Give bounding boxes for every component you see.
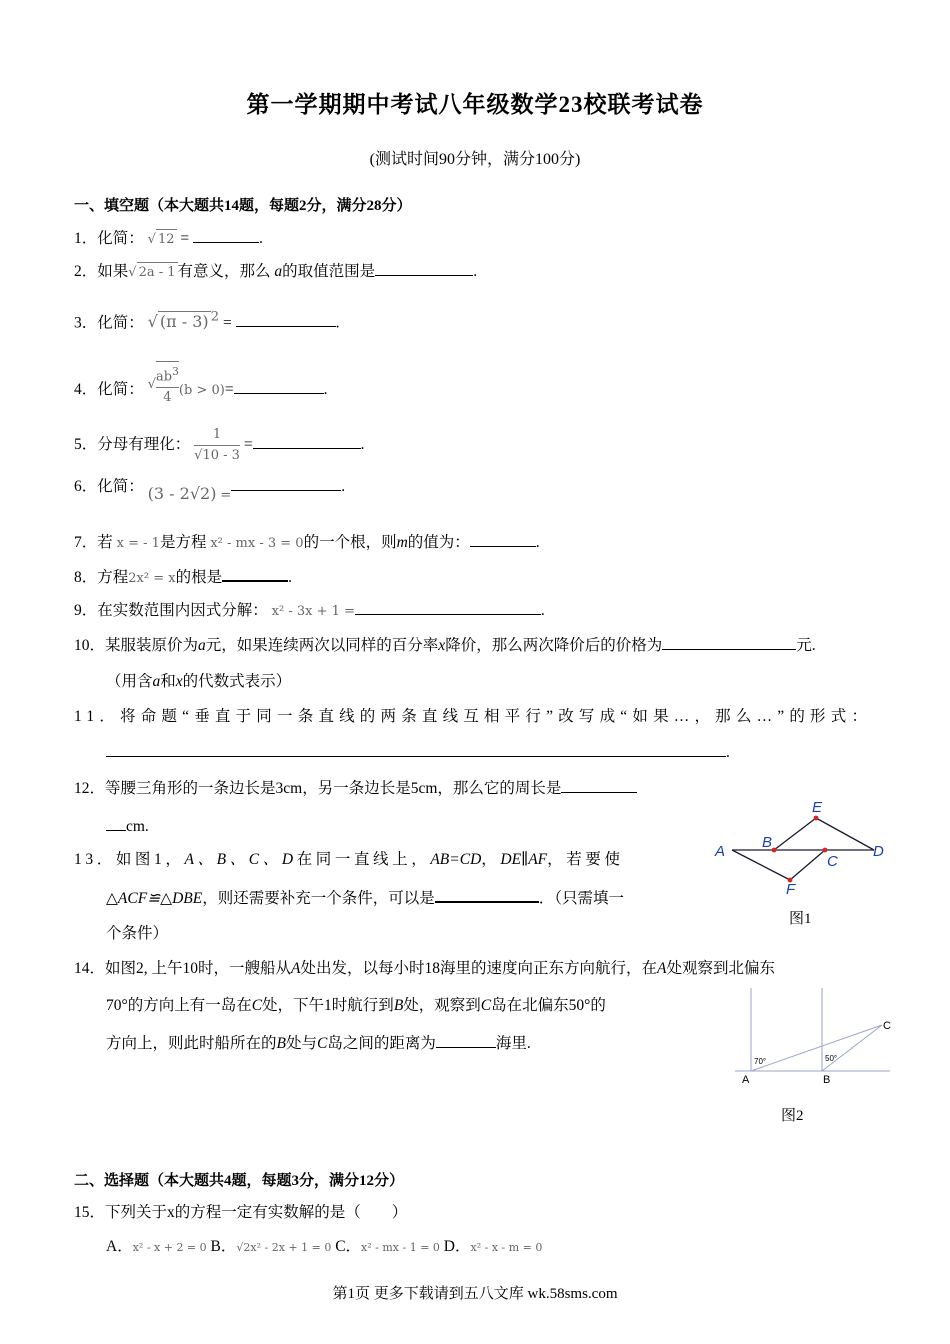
q7-expr-2: x² - mx - 3 = 0 bbox=[210, 536, 304, 551]
question-2: 2．如果√ 2a - 1 有意义，那么 a的取值范围是 . bbox=[74, 261, 477, 283]
q3-expr: √ (π - 3) $^2$ bbox=[147, 310, 220, 332]
q7-answer-blank[interactable] bbox=[470, 532, 536, 547]
fig2-line-ac bbox=[751, 1025, 882, 1071]
question-6: 6．化简： (3 - 2√2) $_=$. bbox=[74, 478, 346, 503]
q15-option-a[interactable]: A．x² - x + 2 = 0 bbox=[106, 1238, 207, 1255]
q5-text: 分母有理化： bbox=[97, 436, 191, 454]
question-13: 13．如图1，A、B、C、D在同一直线上，AB=CD，DE∥AF，若要使 bbox=[74, 851, 624, 868]
q6-text: 化简： bbox=[97, 478, 144, 495]
question-12 bbox=[74, 778, 637, 799]
question-11 bbox=[74, 707, 872, 727]
q4-text: 化简： bbox=[97, 381, 144, 399]
q9-number: 9． bbox=[74, 602, 98, 619]
question-7: 7．若 x = - 1是方程 x² - mx - 3 = 0的一个根，则m的值为： . bbox=[74, 534, 540, 551]
fig1-label-d: D bbox=[873, 843, 884, 860]
q14-answer-blank[interactable] bbox=[436, 1033, 496, 1048]
q7-expr-1: x = - 1 bbox=[116, 536, 160, 551]
fig2-line-bc bbox=[822, 1025, 882, 1071]
fig1-label-f: F bbox=[786, 881, 796, 898]
fig1-line-ed bbox=[816, 818, 874, 850]
fig2-label-b: B bbox=[823, 1074, 831, 1086]
question-4: 4．化简： √ $\frac{ab^3}{4}$ (b > 0)= . bbox=[74, 367, 327, 414]
q10-text-d: 元. bbox=[796, 637, 816, 654]
q13-text-a: 如图1， bbox=[115, 851, 185, 868]
q8-number: 8． bbox=[74, 569, 98, 586]
fig2-angle-b: 50° bbox=[825, 1054, 838, 1063]
q12-number: 12． bbox=[74, 780, 106, 797]
fig2-label-a: A bbox=[742, 1074, 750, 1086]
q2-expr: √ 2a - 1 bbox=[128, 265, 177, 280]
q3-number: 3． bbox=[74, 314, 98, 332]
q10-text-b: 元，如果连续两次以同样的百分率 bbox=[205, 637, 439, 654]
q8-text-a: 方程 bbox=[97, 569, 129, 586]
fig1-label-e: E bbox=[812, 799, 823, 816]
q10-var-a: a bbox=[198, 637, 206, 654]
q2-text-a: 如果 bbox=[97, 263, 129, 280]
figure-1-caption: 图1 bbox=[789, 911, 812, 927]
fig1-point-c bbox=[823, 848, 828, 853]
fig1-label-b: B bbox=[762, 834, 773, 851]
question-3: 3．化简： √ (π - 3) $^2$ = . bbox=[74, 310, 340, 332]
q13-de-af: DE∥AF bbox=[500, 851, 548, 868]
q11-text: 将命题“垂直于同一条直线的两条直线互相平行”改写成“如果…，那么…”的形式： bbox=[120, 708, 873, 725]
question-15-options bbox=[106, 1237, 542, 1258]
q6-number: 6． bbox=[74, 478, 98, 495]
q13-ab-cd: AB=CD bbox=[430, 851, 482, 868]
q13-congruence: △ACF≌△DBE bbox=[106, 890, 203, 907]
q2-var: a bbox=[274, 263, 283, 280]
figure-1 bbox=[712, 798, 892, 898]
q10-text-c: 降价，那么两次降价后的价格为 bbox=[445, 637, 663, 654]
q10-number: 10． bbox=[74, 637, 106, 654]
q4-eq: = bbox=[224, 381, 234, 399]
q15-text: 下列关于x的方程一定有实数解的是（ ） bbox=[105, 1204, 408, 1221]
question-5: 5．分母有理化： $\frac{1}{√10 - 3}$ = . bbox=[74, 425, 364, 466]
q13-text-c: 在同一直线上， bbox=[296, 851, 431, 868]
q3-answer-blank[interactable] bbox=[236, 312, 336, 327]
q4-condition: (b > 0) bbox=[178, 383, 225, 399]
q11-answer-line: . bbox=[106, 742, 730, 763]
q7-text-b: 是方程 bbox=[159, 534, 207, 551]
q15-number: 15． bbox=[74, 1204, 106, 1221]
exam-subtitle: (测试时间90分钟，满分100分) bbox=[369, 151, 581, 168]
q15-option-d[interactable]: D．x² - x - m = 0 bbox=[443, 1238, 543, 1255]
fig1-line-fc bbox=[790, 850, 825, 880]
fig1-line-af bbox=[732, 850, 790, 880]
q12-text: 等腰三角形的一条边长是3cm，另一条边长是5cm，那么它的周长是 bbox=[105, 780, 562, 797]
q11-number: 11． bbox=[74, 708, 121, 725]
fig1-point-b bbox=[772, 848, 777, 853]
question-1: 1．化简： √ 12 = . bbox=[74, 228, 263, 250]
q3-text: 化简： bbox=[97, 314, 144, 332]
q1-eq: = bbox=[180, 230, 190, 247]
q13-text-g: ，若要使 bbox=[547, 851, 624, 868]
question-10 bbox=[74, 635, 816, 656]
figure-2 bbox=[730, 985, 895, 1090]
q8-text-b: 的根是 bbox=[175, 569, 223, 586]
q1-text: 化简： bbox=[97, 230, 144, 247]
q7-number: 7． bbox=[74, 534, 98, 551]
q5-answer-blank[interactable] bbox=[253, 434, 361, 449]
q15-option-c[interactable]: C．x² - mx - 1 = 0 bbox=[335, 1238, 440, 1255]
question-14: 14．如图2, 上午10时，一艘船从A处出发，以每小时18海里的速度向正东方向航行，在A处观察到北偏东 bbox=[74, 960, 775, 977]
section-2-heading: 二、选择题（本大题共4题，每题3分，满分12分） bbox=[74, 1173, 405, 1189]
q2-text-b: 有意义，那么 bbox=[177, 263, 271, 280]
question-9: 9．在实数范围内因式分解： x² - 3x + 1 = . bbox=[74, 602, 545, 619]
question-10-note: （用含a和x的代数式表示） bbox=[106, 673, 292, 690]
question-15 bbox=[74, 1203, 407, 1223]
figure-2-caption: 图2 bbox=[781, 1108, 804, 1124]
page-footer: 第1页 更多下载请到五八文库 wk.58sms.com bbox=[332, 1286, 618, 1302]
q8-expr: 2x² = x bbox=[128, 571, 176, 586]
q1-number: 1． bbox=[74, 230, 98, 247]
q5-fraction: $\frac{1}{√10 - 3}$ bbox=[194, 427, 240, 463]
fig2-label-c: C bbox=[883, 1020, 891, 1032]
q2-number: 2． bbox=[74, 263, 98, 280]
q7-text-c: 的一个根，则 bbox=[303, 534, 397, 551]
fig1-line-be bbox=[774, 818, 816, 850]
q7-text-d: 的值为： bbox=[407, 534, 470, 551]
q10-var-x: x bbox=[438, 637, 446, 654]
page-title: 第一学期期中考试八年级数学23校联考试卷 bbox=[246, 92, 704, 117]
q4-answer-blank[interactable] bbox=[234, 379, 324, 394]
q15-option-b[interactable]: B．√2x² - 2x + 1 = 0 bbox=[210, 1238, 332, 1255]
q13-points: A、B、C、D bbox=[184, 851, 297, 868]
q6-expr: (3 - 2√2) bbox=[147, 484, 217, 503]
q11-answer-blank[interactable] bbox=[106, 742, 726, 757]
fig1-label-a: A bbox=[715, 843, 726, 860]
q2-answer-blank[interactable] bbox=[375, 261, 473, 276]
question-12-line2: cm. bbox=[106, 816, 149, 837]
q6-eq: = bbox=[220, 488, 232, 503]
question-8: 8．方程2x² = x的根是 . bbox=[74, 566, 292, 589]
q7-var: m bbox=[396, 534, 408, 551]
q12-answer-blank[interactable] bbox=[561, 778, 637, 793]
q9-answer-blank[interactable] bbox=[355, 600, 541, 615]
question-14-line3: 方向上，则此时船所在的B处与C岛之间的距离为 海里. bbox=[106, 1035, 531, 1052]
q10-text-a: 某服装原价为 bbox=[105, 637, 199, 654]
q13-answer-blank[interactable] bbox=[435, 887, 539, 903]
q10-answer-blank[interactable] bbox=[662, 635, 796, 650]
q9-expr: x² - 3x + 1 = bbox=[271, 604, 355, 619]
q1-expr: √ 12 bbox=[148, 232, 177, 247]
fig1-label-c: C bbox=[827, 853, 838, 870]
question-13-line3: 个条件） bbox=[106, 925, 169, 942]
q14-number: 14． bbox=[74, 960, 106, 977]
q4-expr: √ $\frac{ab^3}{4}$ bbox=[148, 361, 179, 408]
fig2-angle-a: 70° bbox=[754, 1057, 767, 1066]
q5-number: 5． bbox=[74, 436, 98, 454]
q2-text-c: 的取值范围是 bbox=[282, 263, 376, 280]
q1-answer-blank[interactable] bbox=[193, 228, 259, 243]
q6-answer-blank[interactable] bbox=[231, 476, 341, 491]
q12-answer-blank-2[interactable] bbox=[106, 816, 126, 831]
q3-eq: = bbox=[222, 314, 232, 332]
question-13-line2: △ACF≌△DBE，则还需要补充一个条件，可以是 ．（只需填一 bbox=[106, 887, 624, 909]
fig1-point-e bbox=[814, 816, 819, 821]
q7-text-a: 若 bbox=[97, 534, 113, 551]
q8-answer-blank[interactable] bbox=[222, 566, 288, 582]
question-14-line2: 70°的方向上有一岛在C处，下午1时航行到B处，观察到C岛在北偏东50°的 bbox=[106, 997, 606, 1014]
section-1-heading: 一、填空题（本大题共14题，每题2分，满分28分） bbox=[74, 198, 412, 214]
q4-number: 4． bbox=[74, 381, 98, 399]
q9-text: 在实数范围内因式分解： bbox=[97, 602, 268, 619]
q5-eq: = bbox=[243, 436, 253, 454]
q13-number: 13． bbox=[74, 851, 116, 868]
